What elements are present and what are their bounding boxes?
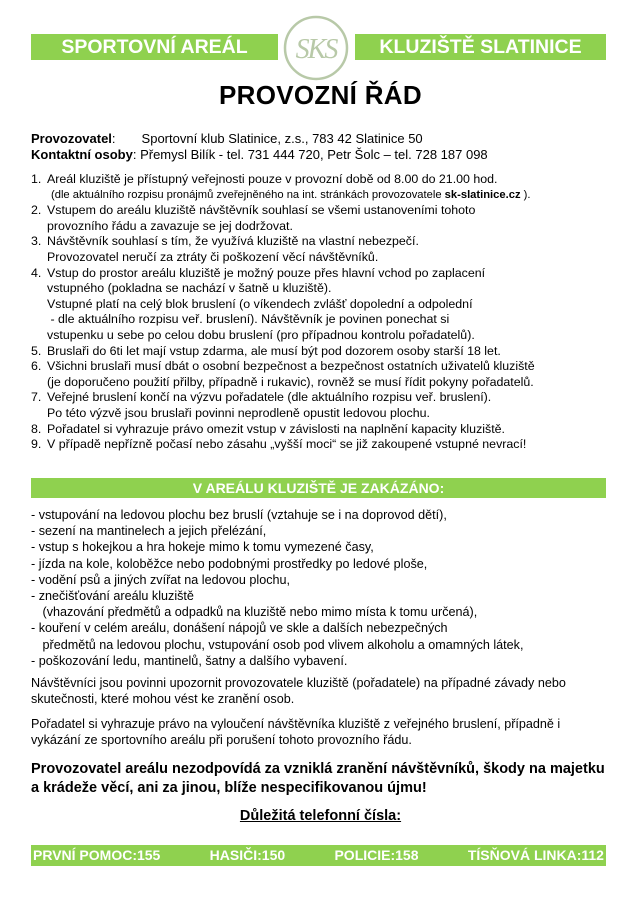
contacts-line: Kontaktní osoby: Přemysl Bilík - tel. 731 444 720, Petr Šolc – tel. 728 187 098 <box>31 147 488 162</box>
operator-value: Sportovní klub Slatinice, z.s., 783 42 Slatinice 50 <box>141 131 423 146</box>
rule-line: Návštěvník souhlasí s tím, že využívá kluziště na vlastní nebezpečí. <box>47 234 419 249</box>
forbidden-title-bar: V AREÁLU KLUZIŠTĚ JE ZAKÁZÁNO: <box>31 478 606 498</box>
contacts-label: Kontaktní osoby <box>31 147 133 162</box>
rule-item <box>31 359 611 390</box>
phone-police: POLICIE:158 <box>334 847 419 863</box>
rule-line: Pořadatel si vyhrazuje právo omezit vstup v závislosti na naplnění kapacity kluziště. <box>47 421 505 436</box>
rule-number: 1. <box>31 172 42 186</box>
phone-first-aid: PRVNÍ POMOC:155 <box>33 847 161 863</box>
rule-number: 9. <box>31 437 42 452</box>
forbidden-list <box>31 507 606 669</box>
rule-line: Areál kluziště je přístupný veřejnosti pouze v provozní době od 8.00 do 21.00 hod. <box>47 172 498 186</box>
forbidden-item: - znečišťování areálu kluziště <box>31 589 194 604</box>
rule-number: 8. <box>31 421 42 436</box>
contacts-value: Přemysl Bilík - tel. 731 444 720, Petr Šolc – tel. 728 187 098 <box>140 147 488 162</box>
rule-line: V případě nepřízně počasí nebo zásahu „vyšší moci“ se již zakoupené vstupné nevrací! <box>47 437 527 452</box>
forbidden-item: (vhazování předmětů a odpadků na kluziště nebo mimo místa k tomu určená), <box>39 605 478 620</box>
header-right-bar: KLUZIŠTĚ SLATINICE <box>355 34 606 60</box>
exclusion-paragraph: Pořadatel si vyhrazuje právo na vyloučení návštěvníka kluziště z veřejného bruslení, případně i vykázání ze sportovního areálu při porušení tohoto provozního řádu. <box>31 717 561 748</box>
rules-list <box>31 172 611 453</box>
rule-number: 6. <box>31 359 42 374</box>
website-link[interactable]: sk-slatinice.cz <box>444 188 521 201</box>
rule-item <box>31 234 611 265</box>
rule-item <box>31 203 611 234</box>
rule-line: (je doporučeno použití přilby, případně i rukavic), rovněž se musí řídit pokyny pořadatelů. <box>47 374 534 389</box>
rule-line: Veřejné bruslení končí na výzvu pořadatele (dle aktuálního rozpisu veř. bruslení). <box>47 390 492 405</box>
phones-footer-bar <box>31 845 606 866</box>
forbidden-item: předmětů na ledovou plochu, vstupování osob pod vlivem alkoholu a omamných látek, <box>39 637 524 652</box>
operator-label: Provozovatel <box>31 131 112 146</box>
forbidden-item: - kouření v celém areálu, donášení nápojů ve skle a dalších nebezpečných <box>31 621 448 636</box>
rule-number: 3. <box>31 234 42 249</box>
forbidden-item: - vstup s hokejkou a hra hokeje mimo k tomu vymezené časy, <box>31 540 374 555</box>
rule-line: Provozovatel neručí za ztráty či poškození věcí návštěvníků. <box>47 249 379 264</box>
forbidden-item: - jízda na kole, koloběžce nebo podobnými prostředky po ledové ploše, <box>31 556 428 571</box>
rule-line: provozního řádu a zavazuje se jej dodržovat. <box>47 218 293 233</box>
logo-letters: SKS <box>295 34 337 65</box>
rule-number: 2. <box>31 203 42 218</box>
rule-line: Po této výzvě jsou bruslaři povinni neprodleně opustit ledovou plochu. <box>47 405 430 420</box>
rule-item <box>31 344 611 360</box>
phone-emergency: TÍSŇOVÁ LINKA:112 <box>467 847 604 863</box>
rule-line: Bruslaři do 6ti let mají vstup zdarma, ale musí být pod dozorem osoby starší 18 let. <box>47 343 501 358</box>
rule-note <box>47 188 611 204</box>
rule-line: Všichni bruslaři musí dbát o osobní bezpečnost a bezpečnost ostatních uživatelů kluziště <box>47 359 535 374</box>
phones-title: Důležitá telefonní čísla: <box>239 808 402 824</box>
forbidden-item: - vstupování na ledovou plochu bez bruslí (vztahuje se i na doprovod dětí), <box>31 508 447 522</box>
forbidden-item: - vodění psů a jiných zvířat na ledovou plochu, <box>31 572 291 587</box>
forbidden-item: - sezení na mantinelech a jejich přelézání, <box>31 524 267 539</box>
rule-item <box>31 172 611 203</box>
rule-item <box>31 437 611 453</box>
rule-line: vstupenku u sebe po celou dobu bruslení (pro případnou kontrolu pořadatelů). <box>47 327 475 342</box>
page-title: PROVOZNÍ ŘÁD <box>219 80 422 110</box>
header-left-bar: SPORTOVNÍ AREÁL <box>31 34 278 60</box>
rule-number: 5. <box>31 343 42 358</box>
club-logo <box>283 15 349 81</box>
operator-line: Provozovatel: Sportovní klub Slatinice, z.s., 783 42 Slatinice 50 <box>31 131 423 146</box>
rule-line: vstupného (pokladna se nachází v šatně u kluziště). <box>47 281 332 296</box>
rule-note-end: ). <box>520 188 531 201</box>
rule-line: - dle aktuálního rozpisu veř. bruslení). Návštěvník je povinen ponechat si <box>47 312 450 327</box>
phone-firefighters: HASIČI:150 <box>209 847 286 863</box>
rule-item <box>31 422 611 438</box>
rule-note-text: (dle aktuálního rozpisu pronájmů zveřejněného na int. stránkách provozovatele <box>51 188 445 201</box>
rule-number: 4. <box>31 265 42 280</box>
rule-item <box>31 266 611 344</box>
rule-line: Vstupem do areálu kluziště návštěvník souhlasí se všemi ustanoveními tohoto <box>47 203 476 218</box>
rule-line: Vstupné platí na celý blok bruslení (o víkendech zvlášť dopolední a odpolední <box>47 296 473 311</box>
rule-line: Vstup do prostor areálu kluziště je možný pouze přes hlavní vchod po zaplacení <box>47 265 486 280</box>
forbidden-item: - poškozování ledu, mantinelů, šatny a dalšího vybavení. <box>31 653 348 668</box>
disclaimer: Provozovatel areálu nezodpovídá za vzniklá zranění návštěvníků, škody na majetku a krádeže věcí, ani za jinou, blíže nespecifikovanou újmu! <box>31 761 605 796</box>
rule-number: 7. <box>31 390 42 405</box>
notice-paragraph: Návštěvníci jsou povinni upozornit provozovatele kluziště (pořadatele) na případné závady nebo skutečnosti, které mohou vést ke zranění osob. <box>31 676 566 707</box>
rule-item <box>31 390 611 421</box>
